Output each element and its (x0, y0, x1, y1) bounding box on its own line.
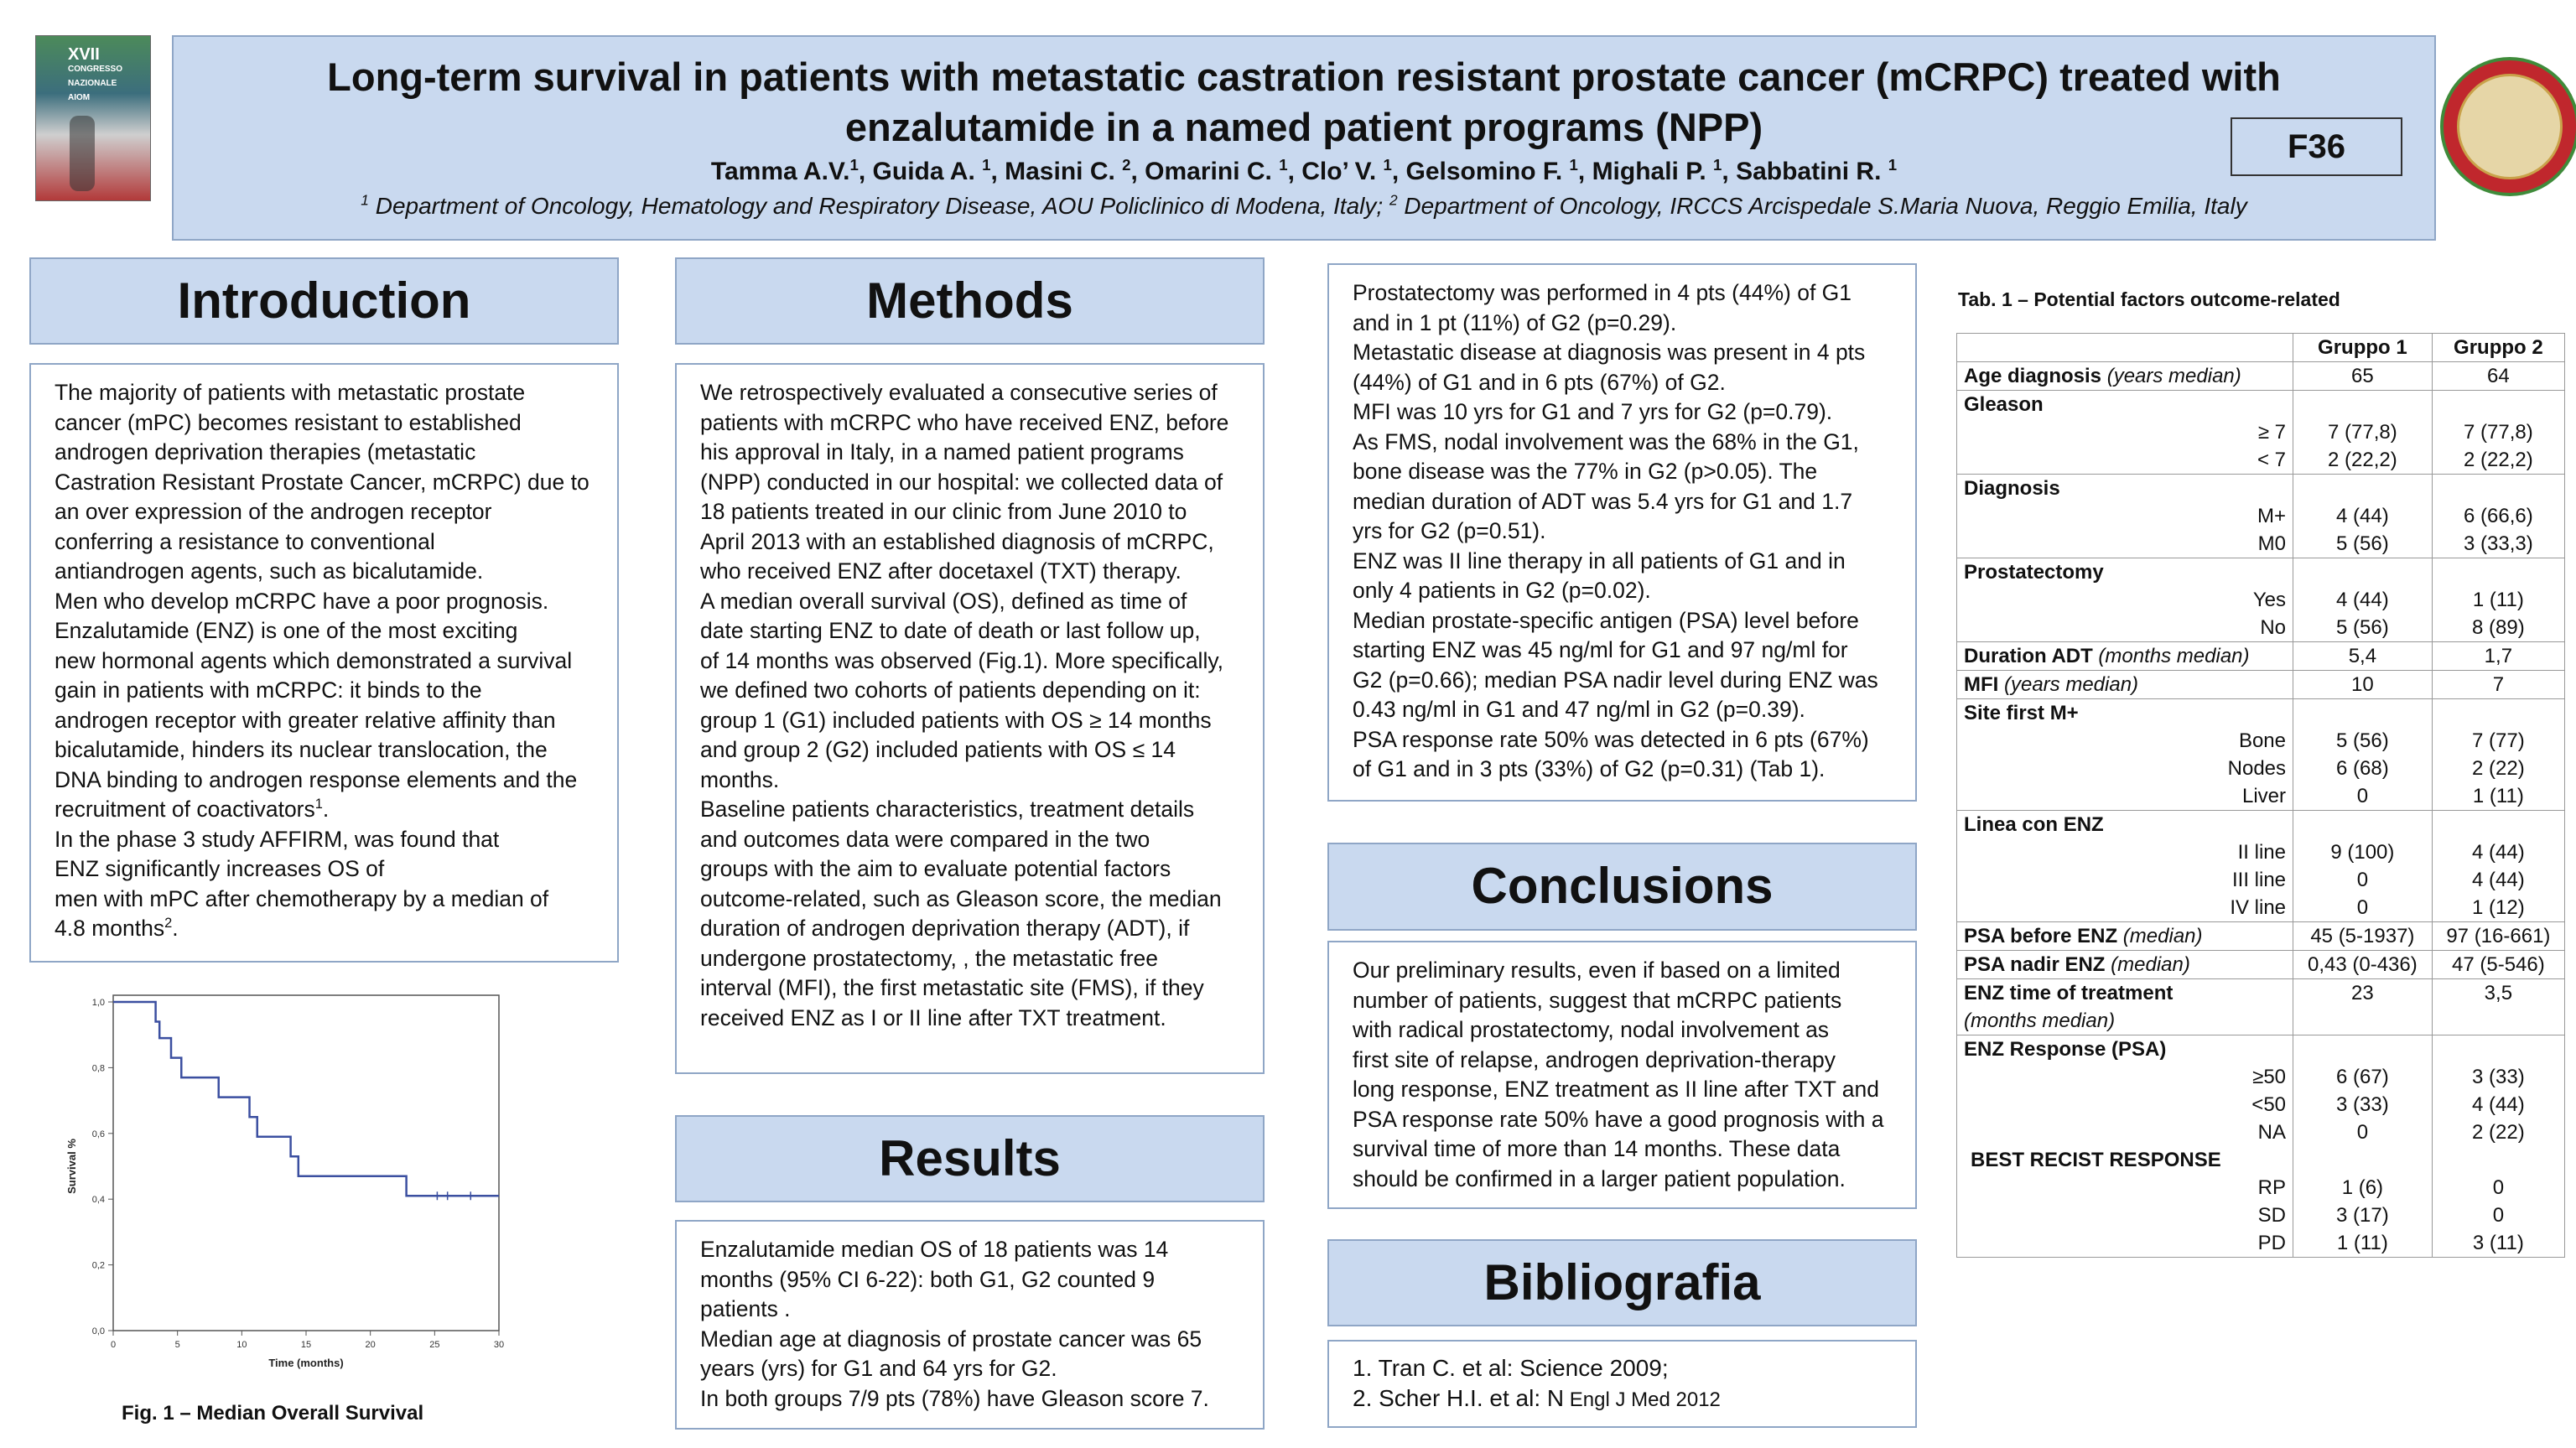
survival-chart (50, 973, 520, 1392)
x-tick-label: 25 (429, 1340, 440, 1350)
affiliations: $^1$ Department of Oncology, Hematology and Respiratory Disease, AOU Policlinico di Modena, Italy; $^2$ Department of Oncology, IRCCS Arcispedale S.Maria Nuova, Reggio Emilia, Italy (361, 191, 2247, 219)
text-line: ENZ was II line therapy in all patients of G1 and in (1353, 548, 1846, 573)
cell-value: IV line (2230, 896, 2287, 919)
cell-value: 7 (77) (2472, 729, 2525, 752)
table-cell (2432, 811, 2564, 922)
cell-value: 1 (11) (2472, 785, 2524, 807)
author-list: Tamma A.V.$^1$, Guida A. $^1$, Masini C. $^2$, Omarini C. $^1$, Clo’ V. $^1$, Gelsomino F. $^1$, Mighali P. $^1$, Sabbatini R. $^1$ (710, 156, 1898, 185)
author: Guida A. (872, 158, 983, 185)
cell-value: 4 (44) (2336, 589, 2389, 611)
text-line: bicalutamide, hinders its nuclear translocation, the (55, 737, 548, 762)
text-line: date starting ENZ to date of death or last follow up, (700, 618, 1201, 643)
table-cell (2432, 558, 2564, 642)
table-cell: 65 (2293, 362, 2433, 391)
text-line: 0.43 ng/ml in G1 and 47 ng/ml in G2 (p=0.39). (1353, 697, 1805, 722)
text-line: group 1 (G1) included patients with OS ≥ 14 months (700, 707, 1212, 733)
row-group-label: Site first M+ (1964, 702, 2079, 724)
outcome-table (1956, 333, 2565, 1258)
conclusions-heading: Conclusions (1327, 843, 1917, 931)
cell-value: Nodes (2227, 757, 2287, 780)
cell-value: 2 (22,2) (2328, 449, 2397, 471)
text-line: and in 1 pt (11%) of G2 (p=0.29). (1353, 309, 1677, 335)
cell-value: 3 (11) (2472, 1232, 2524, 1254)
cell-value: Bone (2238, 729, 2287, 752)
text-line: Metastatic disease at diagnosis was present in 4 pts (1353, 340, 1866, 365)
text-line: starting ENZ was 45 ng/ml for G1 and 97 ng/ml for (1353, 637, 1848, 662)
text-line: undergone prostatectomy, , the metastatic free (700, 945, 1158, 971)
results-continued-text (1327, 263, 1917, 802)
row-label: PSA nadir ENZ (1964, 953, 2106, 976)
text-line: months. (700, 766, 780, 792)
cell-value: 1 (6) (2341, 1176, 2384, 1199)
text-line: The majority of patients with metastatic prostate (55, 380, 526, 405)
figure-caption: Fig. 1 – Median Overall Survival (122, 1402, 424, 1425)
text-line: We retrospectively evaluated a consecutive series of (700, 380, 1218, 405)
conclusions-text (1327, 941, 1917, 1209)
text-line: DNA binding to androgen response elements and the (55, 766, 578, 792)
text-line: number of patients, suggest that mCRPC patients (1353, 987, 1842, 1013)
table-row (1957, 362, 2565, 391)
row-group-label: ENZ Response (PSA) (1964, 1038, 2167, 1061)
text-line: A median overall survival (OS), defined as time of (700, 588, 1187, 614)
text-line: with radical prostatectomy, nodal involvement as (1353, 1017, 1830, 1042)
x-axis-label: Time (months) (268, 1357, 344, 1369)
row-label: Duration ADT (1964, 645, 2093, 667)
table-cell (1957, 979, 2293, 1035)
cell-value: 3 (33) (2472, 1066, 2525, 1088)
table-cell: 97 (16-661) (2432, 922, 2564, 951)
author: Sabbatini R. (1736, 158, 1888, 185)
congress-logo (35, 35, 151, 201)
text-line: antiandrogen agents, such as bicalutamide. (55, 558, 484, 584)
cell-value: 2 (22) (2472, 757, 2525, 780)
text-line: Enzalutamide (ENZ) is one of the most exciting (55, 618, 518, 643)
text-line: conferring a resistance to conventional (55, 528, 435, 554)
row-label: ENZ time of treatment (1964, 982, 2174, 1004)
row-label-note: (months median) (1964, 1009, 2116, 1032)
cell-value: M+ (2257, 505, 2287, 527)
text-line: should be confirmed in a larger patient population. (1353, 1165, 1846, 1191)
text-line: androgen receptor with greater relative affinity than (55, 707, 556, 733)
text-line: Baseline patients characteristics, treatment details (700, 797, 1195, 822)
text-line: first site of relapse, androgen deprivation-therapy (1353, 1046, 1836, 1072)
row-label-note: (years median) (2101, 365, 2241, 387)
text-line: duration of androgen deprivation therapy (ADT), if (700, 916, 1190, 941)
table-cell (2293, 558, 2433, 642)
methods-heading: Methods (675, 257, 1265, 345)
row-group-label: Diagnosis (1964, 477, 2060, 500)
logo-text: XVII (68, 45, 100, 64)
y-axis-label: Survival % (65, 1139, 78, 1194)
title-line-2: enzalutamide in a named patient programs (NPP) (844, 105, 1763, 149)
text-line: Our preliminary results, even if based on a limited (1353, 958, 1841, 983)
table-row (1957, 558, 2565, 642)
text-line: only 4 patients in G2 (p=0.02). (1353, 578, 1651, 603)
y-tick-label: 1,0 (91, 998, 105, 1008)
table-cell (2293, 699, 2433, 811)
table-cell (2432, 391, 2564, 475)
x-tick-label: 30 (493, 1340, 505, 1350)
table-cell (2293, 391, 2433, 475)
text-line: yrs for G2 (p=0.51). (1353, 518, 1546, 543)
table-cell (1957, 699, 2293, 811)
text-line: long response, ENZ treatment as II line after TXT and (1353, 1077, 1879, 1102)
text-line: Median age at diagnosis of prostate cancer was 65 (700, 1326, 1202, 1352)
table-cell (1957, 475, 2293, 558)
text-line: years (yrs) for G1 and 64 yrs for G2. (700, 1356, 1057, 1381)
cell-value: 7 (77,8) (2328, 421, 2397, 444)
table-caption: Tab. 1 – Potential factors outcome-related (1958, 288, 2340, 310)
table-cell (2432, 699, 2564, 811)
table-cell: 5,4 (2293, 642, 2433, 671)
text-line: of 14 months was observed (Fig.1). More specifically, (700, 647, 1223, 673)
text-line: MFI was 10 yrs for G1 and 7 yrs for G2 (p=0.79). (1353, 399, 1833, 424)
cell-value: 0 (2356, 1121, 2369, 1144)
table-row (1957, 475, 2565, 558)
cell-value: II line (2237, 841, 2287, 864)
row-label-note: (months median) (2092, 645, 2250, 667)
text-line: (NPP) conducted in our hospital: we collected data of (700, 469, 1223, 495)
x-tick-label: 10 (236, 1340, 247, 1350)
cell-value: No (2260, 616, 2287, 639)
text-line: In the phase 3 study AFFIRM, was found that (55, 826, 500, 852)
results-heading: Results (675, 1115, 1265, 1202)
table-cell: 23 (2293, 979, 2433, 1035)
table-cell (1957, 922, 2293, 951)
table-row (1957, 642, 2565, 671)
cell-value: 0 (2356, 785, 2369, 807)
table-cell (1957, 671, 2293, 699)
text-line: an over expression of the androgen receptor (55, 499, 492, 524)
table-cell: 45 (5-1937) (2293, 922, 2433, 951)
cell-value: 2 (22,2) (2464, 449, 2533, 471)
text-line: Men who develop mCRPC have a poor prognosis. (55, 588, 549, 614)
row-group-label: Prostatectomy (1964, 561, 2104, 584)
y-tick-label: 0,0 (91, 1326, 105, 1336)
cell-value: PD (2257, 1232, 2287, 1254)
cell-value: 0 (2356, 869, 2369, 891)
cell-value: 4 (44) (2336, 505, 2389, 527)
table-cell (1957, 391, 2293, 475)
table-row (1957, 951, 2565, 979)
university-seal (2440, 57, 2576, 196)
cell-value: III line (2231, 869, 2287, 891)
reference-item: 2. Scher H.I. et al: N Engl J Med 2012 (1353, 1385, 1721, 1411)
row-label: Age diagnosis (1964, 365, 2102, 387)
cell-value: 4 (44) (2472, 1093, 2525, 1116)
table-row (1957, 979, 2565, 1035)
text-line: gain in patients with mCRPC: it binds to the (55, 677, 482, 703)
row-group-label: Linea con ENZ (1964, 813, 2104, 836)
results-text (675, 1220, 1265, 1430)
cell-value: Liver (2241, 785, 2287, 807)
cell-value: ≥ 7 (2257, 421, 2287, 444)
text-line: his approval in Italy, in a named patient programs (700, 439, 1184, 465)
cell-value: Yes (2252, 589, 2287, 611)
cell-value: 0 (2492, 1176, 2505, 1199)
text-line: median duration of ADT was 5.4 yrs for G1 and 1.7 (1353, 488, 1853, 514)
table-cell (1957, 951, 2293, 979)
cell-value: 1 (12) (2472, 896, 2525, 919)
table-row (1957, 671, 2565, 699)
text-line: G2 (p=0.66); median PSA nadir level during ENZ was (1353, 667, 1878, 693)
table-cell (1957, 334, 2293, 362)
text-line: bone disease was the 77% in G2 (p>0.05). The (1353, 459, 1818, 484)
table-cell (1957, 362, 2293, 391)
cell-value: 4 (44) (2472, 869, 2525, 891)
author: Gelsomino F. (1405, 158, 1570, 185)
text-line: cancer (mPC) becomes resistant to established (55, 409, 522, 435)
text-line: patients . (700, 1296, 791, 1321)
cell-value: 0 (2492, 1204, 2505, 1227)
cell-value: < 7 (2257, 449, 2287, 471)
logo-text: NAZIONALE (68, 79, 117, 88)
author: Tamma A.V. (710, 158, 850, 185)
text-line: survival time of more than 14 months. These data (1353, 1136, 1841, 1161)
table-cell (2293, 475, 2433, 558)
cell-value: 9 (100) (2330, 841, 2395, 864)
table-cell: 47 (5-546) (2432, 951, 2564, 979)
table-row (1957, 391, 2565, 475)
table-cell: 3,5 (2432, 979, 2564, 1035)
cell-value: 8 (89) (2472, 616, 2525, 639)
table-cell: 0,43 (0-436) (2293, 951, 2433, 979)
row-group-label: Gleason (1964, 393, 2044, 416)
text-line: April 2013 with an established diagnosis of mCRPC, (700, 528, 1214, 554)
reference-item: 1. Tran C. et al: Science 2009; (1353, 1355, 1669, 1381)
cell-value: NA (2257, 1121, 2287, 1144)
introduction-text: The majority of patients with metastatic prostate cancer (mPC) becomes resistant to established androgen deprivation therapies (metastatic Castration Resistant Prostate Cancer, mCRPC) due to an over expression of the androgen receptor conferring a resistance to conventional antiandrogen agents, such as bicalutamide. Men who develop mCRPC have a poor prognosis. Enzalutamide (ENZ) is one of the most exciting new hormonal agents which demonstrated a survival gain in patients with mCRPC: it binds to the androgen receptor with greater relative affinity than bicalutamide, hinders its nuclear translocation, the DNA binding to androgen response elements and the recruitment of coactivators$^1$. In the phase 3 study AFFIRM, was found that ENZ significantly increases OS of men with mPC after chemotherapy by a median of 4.8 months$^2$. (29, 363, 619, 963)
table-row (1957, 922, 2565, 951)
cell-value: 1 (11) (2472, 589, 2524, 611)
cell-value: <50 (2251, 1093, 2287, 1116)
text-line: Prostatectomy was performed in 4 pts (44%) of G1 (1353, 280, 1852, 305)
row-label-note: (years median) (1998, 673, 2139, 696)
poster-header (172, 35, 2436, 241)
table-cell: 10 (2293, 671, 2433, 699)
table-cell (1957, 811, 2293, 922)
table-cell: 7 (2432, 671, 2564, 699)
bibliografia-heading: Bibliografia (1327, 1239, 1917, 1326)
row-label: MFI (1964, 673, 1999, 696)
cell-value: 3 (33) (2336, 1093, 2389, 1116)
text-line: 18 patients treated in our clinic from June 2010 to (700, 499, 1187, 524)
table-cell: 1,7 (2432, 642, 2564, 671)
y-tick-label: 0,2 (91, 1260, 105, 1271)
cell-value: 0 (2356, 896, 2369, 919)
y-tick-label: 0,4 (91, 1195, 105, 1206)
text-line: Castration Resistant Prostate Cancer, mCRPC) due to (55, 469, 589, 495)
x-tick-label: 20 (365, 1340, 376, 1350)
text-line: (44%) of G1 and in 6 pts (67%) of G2. (1353, 369, 1726, 395)
row-label-note: (median) (2105, 953, 2190, 976)
text-line: received ENZ as I or II line after TXT treatment. (700, 1004, 1166, 1030)
text-line: ENZ significantly increases OS of (55, 856, 385, 881)
cell-value: 2 (22) (2472, 1121, 2525, 1144)
author: Masini C. (1005, 158, 1123, 185)
cell-value: 6 (68) (2336, 757, 2389, 780)
table-row (1957, 811, 2565, 922)
author: Omarini C. (1145, 158, 1280, 185)
table-cell: Gruppo 2 (2432, 334, 2564, 362)
cell-value: 3 (17) (2336, 1204, 2389, 1227)
table-cell: 64 (2432, 362, 2564, 391)
text-line: new hormonal agents which demonstrated a survival (55, 647, 573, 673)
cell-value: 5 (56) (2336, 729, 2389, 752)
y-tick-label: 0,6 (91, 1129, 105, 1139)
row-label-note: (median) (2117, 925, 2203, 947)
table-row (1957, 699, 2565, 811)
table-cell (1957, 1035, 2293, 1258)
methods-text (675, 363, 1265, 1074)
table-cell (2293, 811, 2433, 922)
text-line: patients with mCRPC who have received ENZ, before (700, 409, 1229, 435)
text-line: we defined two cohorts of patients depending on it: (700, 677, 1201, 703)
cell-value: 4 (44) (2472, 841, 2525, 864)
logo-text: AIOM (68, 93, 91, 102)
table-cell (2432, 1035, 2564, 1258)
cell-value: 5 (56) (2336, 616, 2389, 639)
title-line-1: Long-term survival in patients with metastatic castration resistant prostate cancer (mCRPC) treated with (327, 54, 2281, 99)
cell-value: M0 (2257, 532, 2287, 555)
bibliografia-list (1327, 1340, 1917, 1428)
table-cell (1957, 642, 2293, 671)
author: Mighali P. (1592, 158, 1714, 185)
text-line: who received ENZ after docetaxel (TXT) therapy. (700, 558, 1182, 584)
text-line: interval (MFI), the first metastatic site (FMS), if they (700, 975, 1204, 1000)
cell-value: 1 (11) (2336, 1232, 2388, 1254)
text-line: Enzalutamide median OS of 18 patients was 14 (700, 1237, 1169, 1262)
text-line: androgen deprivation therapies (metastatic (55, 439, 476, 465)
text-line: Median prostate-specific antigen (PSA) level before (1353, 607, 1859, 633)
table-row (1957, 1035, 2565, 1258)
text-line: PSA response rate 50% have a good prognosis with a (1353, 1106, 1884, 1132)
cell-value: 3 (33,3) (2464, 532, 2533, 555)
cell-value: 6 (66,6) (2464, 505, 2533, 527)
cell-value: 7 (77,8) (2464, 421, 2533, 444)
poster-code: F36 (2231, 117, 2402, 176)
text-line: and group 2 (G2) included patients with OS ≤ 14 (700, 737, 1176, 762)
x-tick-label: 15 (300, 1340, 312, 1350)
table-cell (2432, 475, 2564, 558)
table-cell: Gruppo 1 (2293, 334, 2433, 362)
logo-text: CONGRESSO (68, 65, 123, 74)
poster-title (174, 52, 2434, 153)
cell-value: 5 (56) (2336, 532, 2389, 555)
x-tick-label: 0 (110, 1340, 117, 1350)
cell-value: ≥50 (2252, 1066, 2287, 1088)
cell-value: RP (2257, 1176, 2287, 1199)
table-cell (2293, 1035, 2433, 1258)
text-line: months (95% CI 6-22): both G1, G2 counted 9 (700, 1266, 1156, 1292)
text-line: PSA response rate 50% was detected in 6 pts (67%) (1353, 726, 1869, 752)
row-group-label: BEST RECIST RESPONSE (1971, 1149, 2221, 1171)
table-cell (1957, 558, 2293, 642)
table-row (1957, 334, 2565, 362)
text-line: outcome-related, such as Gleason score, the median (700, 885, 1222, 911)
text-line: and outcomes data were compared in the two (700, 826, 1150, 852)
y-tick-label: 0,8 (91, 1063, 105, 1074)
x-tick-label: 5 (174, 1340, 180, 1350)
text-line: As FMS, nodal involvement was the 68% in the G1, (1353, 428, 1859, 454)
text-line: men with mPC after chemotherapy by a median of (55, 885, 549, 911)
author: Clo’ V. (1301, 158, 1384, 185)
row-label: PSA before ENZ (1964, 925, 2118, 947)
text-line: In both groups 7/9 pts (78%) have Gleason score 7. (700, 1385, 1209, 1411)
cell-value: 6 (67) (2336, 1066, 2389, 1088)
text-line: of G1 and in 3 pts (33%) of G2 (p=0.31) (Tab 1). (1353, 756, 1826, 781)
cell-value: SD (2257, 1204, 2287, 1227)
introduction-heading: Introduction (29, 257, 619, 345)
text-line: groups with the aim to evaluate potential factors (700, 856, 1171, 881)
